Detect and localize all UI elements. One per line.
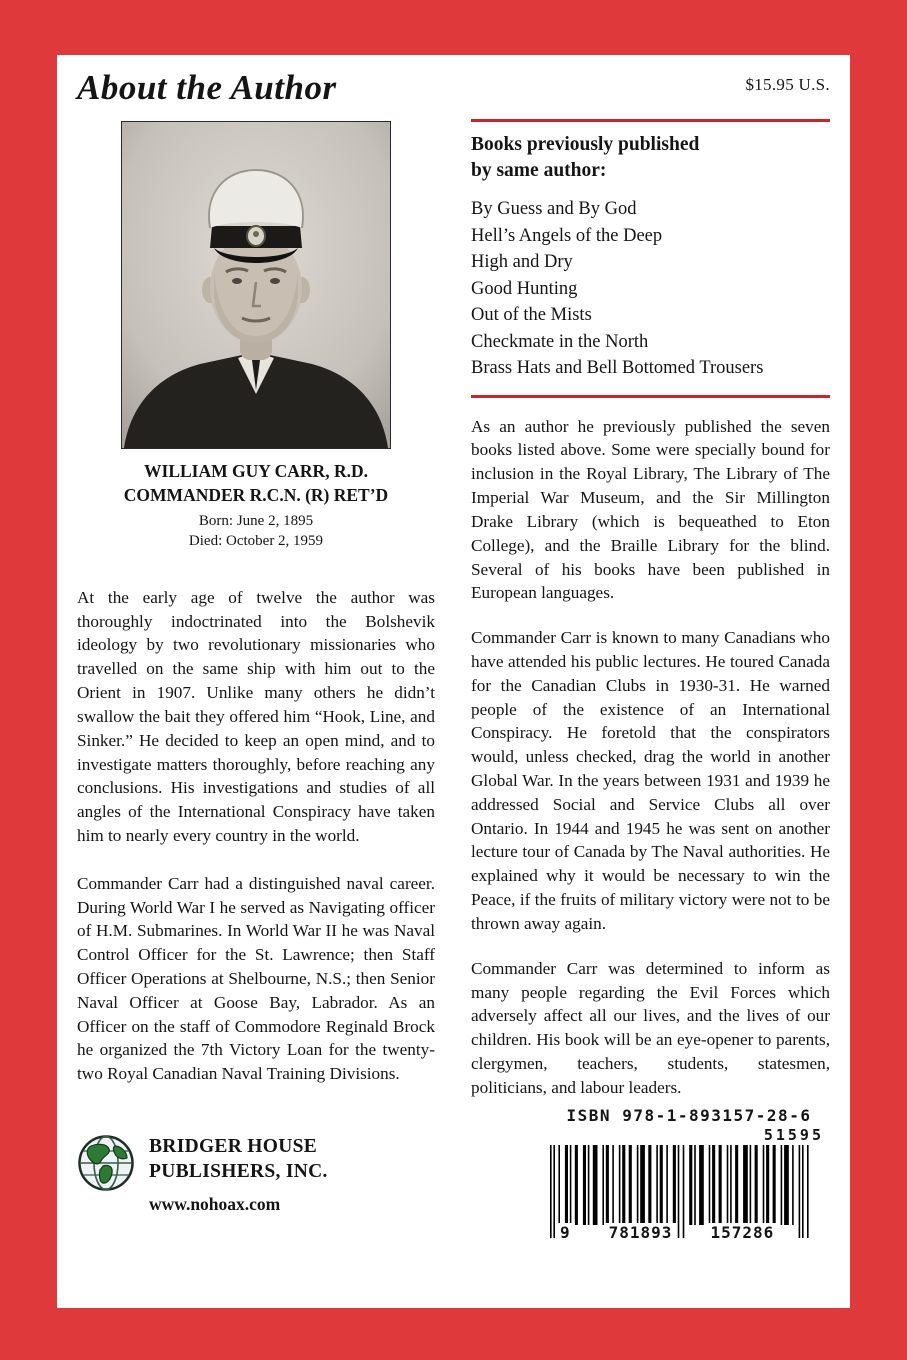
- publisher-website: www.nohoax.com: [149, 1193, 281, 1214]
- bio-paragraph: Commander Carr had a distinguished naval career. During World War I he served as Navigating officer of H.M. Submarines. In World War II he was Naval Control Officer for the St. Lawrence; then Staff Officer Operations at Shelbourne, N.S.; then Senior Naval Officer at Goose Bay, Labrador. As an Officer on the staff of Commodore Reginald Brock he organized the 7th Victory Loan for the twenty-two Royal Canadian Naval Training Divisions.: [77, 873, 435, 1084]
- author-name: WILLIAM GUY CARR, R.D.: [144, 461, 368, 481]
- right-column: [471, 119, 830, 1242]
- author-biography: [77, 586, 435, 1086]
- book-list-item: Good Hunting: [471, 278, 578, 299]
- book-back-cover: [57, 55, 850, 1308]
- book-list-item: Hell’s Angels of the Deep: [471, 225, 663, 246]
- book-list-item: High and Dry: [471, 252, 573, 273]
- publisher-name: BRIDGER HOUSE: [149, 1136, 318, 1158]
- barcode-digit-group: 781893: [605, 1223, 677, 1242]
- publisher-name-line2: PUBLISHERS, INC.: [149, 1161, 328, 1183]
- about-paragraph: Commander Carr was determined to inform as many people regarding the Evil Forces which adversely affect all our lives, and the lives of our children. His book will be an eye-opener to parents, clergymen, teachers, students, statesmen, politicians, and labour leaders.: [471, 958, 830, 1097]
- left-column: [77, 119, 435, 1242]
- bio-paragraph: At the early age of twelve the author was thoroughly indoctrinated into the Bolshevik ideology by two revolutionary missionaries who travelled on the same ship with him out to the Orient in 1907. Unlike many others he didn’t swallow the bait they offered him “Hook, Line, and Sinker.” He decided to keep an open mind, and to investigate matters thoroughly, before reaching any conclusions. His investigations and studies of all angles of the International Conspiracy have taken him to nearly every country in the world.: [77, 587, 435, 845]
- page-title: About the Author: [77, 68, 337, 107]
- book-list-item: Out of the Mists: [471, 305, 592, 326]
- books-heading-line1: Books previously published: [471, 134, 700, 155]
- globe-logo-icon: [77, 1134, 135, 1192]
- book-list: [471, 196, 830, 381]
- books-heading: [471, 132, 830, 183]
- barcode-digits: [548, 1223, 830, 1242]
- red-divider-top: [471, 119, 830, 122]
- author-rank: COMMANDER R.C.N. (R) RET’D: [123, 484, 389, 505]
- author-died: Died: October 2, 1959: [188, 533, 324, 550]
- about-paragraph: Commander Carr is known to many Canadians who have attended his public lectures. He toured Canada for the Canadian Clubs in 1930-31. He warned people of the existence of an International Conspiracy. He foretold that the conspirators would, unless checked, drag the world in another Global War. In the years between 1931 and 1939 he addressed Social and Service Clubs all over Ontario. In 1944 and 1945 he was sent on another lecture tour of Canada by The Naval authorities. He explained why it would be necessary to win the Peace, if the fruits of military victory were not to be thrown away again.: [471, 628, 830, 933]
- author-photo: [121, 121, 391, 449]
- about-paragraph: As an author he previously published the seven books listed above. Some were specially bound for inclusion in the Royal Library, The Library of The Imperial War Museum, and the Sir Millington Drake Library (which is bequeathed to Eton College), and the Braille Library for the blind. Several of his books have been published in European languages.: [471, 416, 830, 603]
- publisher-block: [77, 1132, 435, 1215]
- barcode-digit-group: 157286: [706, 1223, 778, 1242]
- books-heading-line2: by same author:: [471, 159, 607, 181]
- author-born: Born: June 2, 1895: [198, 513, 314, 530]
- officer-portrait-illustration: [122, 122, 390, 448]
- barcode-addon: 51595: [763, 1125, 824, 1144]
- price-label: $15.95 U.S.: [745, 75, 830, 94]
- red-divider-bottom: [471, 395, 830, 398]
- book-list-item: Checkmate in the North: [471, 331, 649, 352]
- barcode-block: [548, 1106, 830, 1242]
- book-list-item: Brass Hats and Bell Bottomed Trousers: [471, 358, 764, 379]
- two-column-layout: [77, 119, 830, 1242]
- about-author-text: [471, 415, 830, 1100]
- cover-header: [77, 67, 830, 109]
- isbn-label: ISBN 978-1-893157-28-6: [566, 1105, 812, 1125]
- book-list-item: By Guess and By God: [471, 199, 637, 220]
- publisher-text: [149, 1132, 328, 1215]
- barcode-digit-group: 9: [556, 1223, 575, 1242]
- photo-caption: [77, 460, 435, 552]
